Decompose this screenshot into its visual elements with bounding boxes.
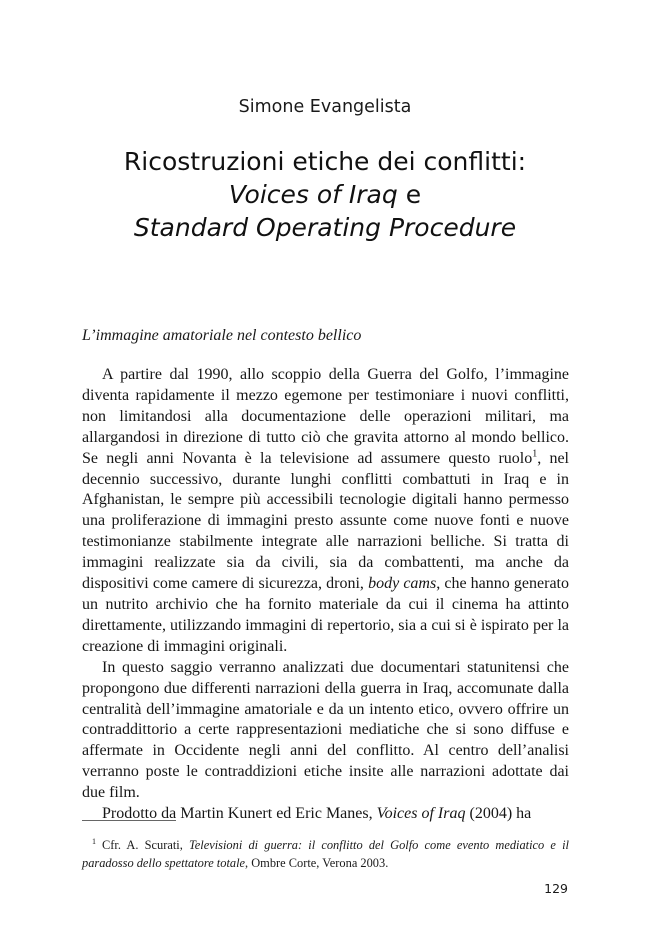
chapter-title [80, 145, 570, 244]
paragraph-3-text-a: Prodotto da Martin Kunert ed Eric Manes, [102, 805, 377, 823]
paragraph-1-text-c: , che hanno generato un nutrito archivio che ha fornito materiale da cui il cinema ha attinto direttamente, utilizzando immagini di repertorio, sia a cui si è ispirato per la creazione di immagini originali. [82, 575, 570, 655]
paragraph-1-text-b: , nel decennio successivo, durante lunghi conflitti combattuti in Iraq e in Afghanistan, le sempre più accessibili tecnologie digitali hanno permesso una proliferazione di immagini presto assunte come nuove fonti e nuove testimonianze stabilmente integrate alle narrazioni belliche. Si tratta di immagini realizzate sia da civili, sia da combattenti, ma anche da dispositivi come camere di sicurezza, droni, [82, 449, 569, 593]
paragraph-1-text-a: A partire dal 1990, allo scoppio della Guerra del Golfo, l’immagine diventa rapidamente il mezzo egemone per testimoniare i nuovi conflitti, non limitandosi alla documentazione delle operazioni militari, ma allargandosi in direzione di tutto ciò che gravita attorno al mondo bellico. Se negli anni Novanta è la televisione ad assumere questo ruolo [82, 366, 569, 467]
title-line-1: Ricostruzioni etiche dei conflitti: [123, 147, 527, 176]
footnote-separator [82, 820, 176, 821]
paragraph-1 [82, 365, 569, 658]
footnote-text-a: Cfr. A. Scurati, [102, 838, 190, 852]
author-name: Simone Evangelista [238, 97, 412, 117]
paragraph-3-film-title: Voices of Iraq [376, 805, 466, 823]
footnote-mark: 1 [92, 836, 96, 846]
footnote-reference[interactable]: 1 [532, 448, 538, 460]
title-line-2 [80, 178, 570, 211]
footnote [82, 837, 569, 872]
title-film-standard-operating-procedure: Standard Operating Procedure [133, 213, 517, 242]
footnote-text-b: , Ombre Corte, Verona 2003. [245, 855, 389, 870]
paragraph-3 [82, 804, 569, 825]
page-number: 129 [544, 881, 568, 896]
section-heading: L’immagine amatoriale nel contesto bellico [82, 327, 362, 344]
paragraph-3-text-b: (2004) ha [465, 805, 532, 823]
paragraph-1-italic-term: body cams [368, 575, 437, 593]
paragraph-2: In questo saggio verranno analizzati due documentari statunitensi che propongono due differenti narrazioni della guerra in Iraq, accomunate dalla centralità dell’immagine amatoriale e da un intento etico, ovvero offrire un contraddittorio a certe rappresentazioni mediatiche che si sono diffuse e affermate in Occidente negli anni del conflitto. Al centro dell’analisi verranno poste le contraddizioni etiche insite alle narrazioni adottate dai due film. [82, 658, 569, 802]
title-film-voices-of-iraq: Voices of Iraq [228, 180, 398, 209]
title-conjunction: e [405, 180, 422, 209]
footnote-cited-title: Televisioni di guerra: il conflitto del Golfo come evento mediatico e il paradosso dello spettatore totale [82, 838, 569, 870]
body-text [82, 365, 569, 825]
